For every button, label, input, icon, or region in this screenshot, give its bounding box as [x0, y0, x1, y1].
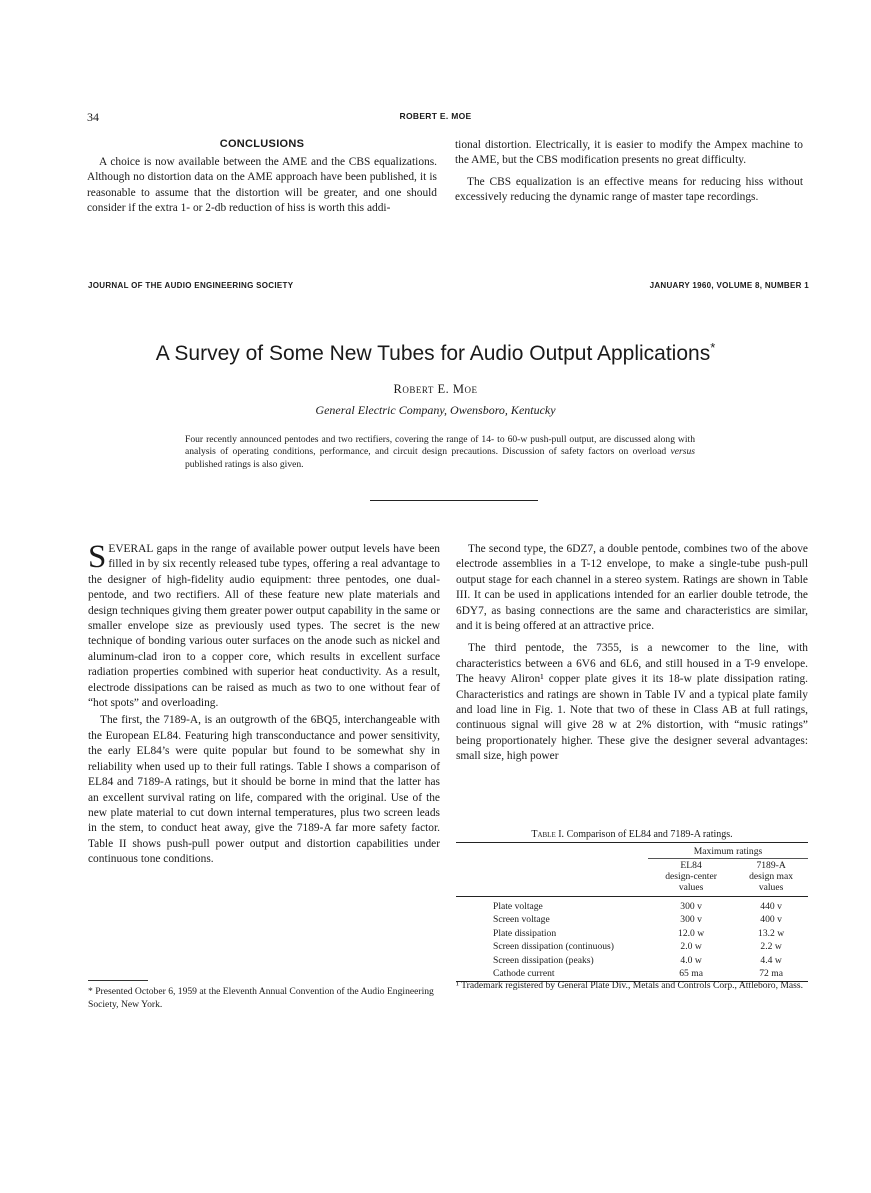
drop-cap: S [88, 539, 107, 575]
conclusions-paragraph: A choice is now available between the AME and the CBS equalizations. Although no distortion data on the AME approach have been published, it is reasonable to assume that the distortion will be greater, and one should consider if the extra 1- or 2-db reduction of hiss is worth this addi- [87, 156, 437, 215]
table-row [456, 954, 808, 967]
article-title [0, 340, 871, 366]
conclusions-heading: CONCLUSIONS [219, 138, 305, 150]
body-paragraph [88, 539, 440, 711]
footnote-presented: * Presented October 6, 1959 at the Eleventh Annual Convention of the Audio Engineering Society, New York. [88, 986, 434, 1010]
header-line: design-center [665, 871, 717, 882]
title-footnote-mark: * [710, 340, 716, 355]
cell-el84: 300 v [680, 914, 702, 926]
header-line: EL84 [680, 860, 702, 871]
table-1 [456, 829, 808, 982]
conclusions-paragraph: The CBS equalization is an effective means for reducing hiss without excessively reducing the dynamic range of master tape recordings. [455, 175, 803, 204]
header-line: values [678, 882, 704, 893]
cell-el84: 2.0 w [680, 941, 702, 953]
body-paragraph: The third pentode, the 7355, is a newcomer to the line, with characteristics between a 6V6 and 6L6, and still housed in a T-9 envelope. The heavy Aliron¹ copper plate gives it its 18-w plate dissipation rating. Characteristics and ratings are shown in Table IV and a typical plate family and load line in Fig. 1. Note that two of these in Class AB at full ratings, continuous signal will give 28 w at 2% distortion, with “music ratings” being proportionately higher. These give the designer several advantages: small size, high power [456, 642, 808, 763]
table-column-header-el84 [648, 859, 734, 897]
article-title-text: A Survey of Some New Tubes for Audio Output Applications [155, 342, 711, 365]
page-number: 34 [87, 110, 99, 124]
article-author: Robert E. Moe [393, 382, 478, 396]
cell-7189a: 13.2 w [758, 927, 785, 939]
cell-el84: 12.0 w [678, 927, 705, 939]
abstract-italic: versus [670, 446, 695, 458]
cell-el84: 4.0 w [680, 954, 702, 966]
header-line: 7189-A [756, 860, 786, 871]
table-caption [456, 829, 808, 840]
abstract-text: Four recently announced pentodes and two rectifiers, covering the range of 14- to 60-w push-pull output, are discussed along with analysis of operating conditions, performance, and circuit design precautions. Discussion of safety factors on overload [185, 434, 695, 458]
body-paragraph-text: EVERAL gaps in the range of available power output levels have been filled in by six recently released tube types, offering a real advantage to the designer of high-fidelity audio equipment: three pentodes, one dual-pentode, and two rectifiers. All of these feature new plate materials and design techniques giving them greater power output capability in the same or smaller envelope size as previously used types. The secret is the new technique of bonding various outer surfaces on the anode such as nickel and aluminum-clad iron to a copper core, which results in excellent surface radiation properties combined with superior heat conductivity. As a result, electrode dissipations can be raised as much as two to one without fear of “hot spots” and overloading. [88, 543, 440, 710]
header-line: values [758, 882, 784, 893]
conclusions-paragraph: tional distortion. Electrically, it is easier to modify the Ampex machine to the AME, but the CBS modification presents no great difficulty. [455, 139, 803, 167]
row-label: Screen dissipation (continuous) [493, 941, 614, 953]
footnote-trademark: ¹ Trademark registered by General Plate Div., Metals and Controls Corp., Attleboro, Mass. [456, 980, 804, 991]
table-caption-label: Table I. [531, 829, 565, 840]
cell-7189a: 440 v [760, 901, 782, 912]
row-label: Screen dissipation (peaks) [493, 954, 594, 966]
conclusions-section [87, 138, 437, 217]
row-label: Cathode current [456, 967, 648, 982]
article-abstract [185, 434, 695, 471]
cell-7189a: 400 v [760, 914, 782, 926]
row-label: Plate voltage [493, 901, 543, 912]
header-line: design max [749, 871, 794, 882]
table-group-header: Maximum ratings [648, 843, 808, 859]
table-column-header-7189a [734, 859, 808, 897]
table-row [456, 913, 808, 926]
conclusions-continued [455, 138, 803, 206]
journal-issue: JANUARY 1960, VOLUME 8, NUMBER 1 [649, 281, 809, 290]
cell-el84: 65 ma [648, 967, 734, 982]
abstract-text-end: published ratings is also given. [185, 458, 304, 470]
cell-7189a: 2.2 w [760, 941, 782, 953]
table-caption-text: Comparison of EL84 and 7189-A ratings. [566, 829, 733, 840]
cell-7189a: 72 ma [734, 967, 808, 982]
footnote-rule [88, 980, 148, 981]
row-label: Plate dissipation [493, 927, 557, 939]
table-row [456, 897, 808, 914]
table-row [456, 940, 808, 953]
row-label: Screen voltage [493, 914, 550, 926]
cell-el84: 300 v [680, 901, 702, 912]
article-affiliation: General Electric Company, Owensboro, Kentucky [315, 403, 556, 417]
separator-rule [370, 500, 538, 501]
ratings-table [456, 842, 808, 982]
body-column-left [88, 539, 440, 868]
journal-name: JOURNAL OF THE AUDIO ENGINEERING SOCIETY [88, 281, 294, 290]
running-head: ROBERT E. MOE [399, 111, 472, 121]
body-column-right [456, 542, 808, 765]
body-paragraph: The second type, the 6DZ7, a double pentode, combines two of the above electrode assemblies in a T-12 envelope, to make a single-tube push-pull output stage for each channel in a stereo system. Ratings are shown in Table III. It can be used in applications intended for an earlier double tetrode, the 6DY7, as basing connections are the same and characteristics are similar, and it is being offered at an attractive price. [456, 543, 808, 633]
cell-7189a: 4.4 w [760, 954, 782, 966]
body-paragraph: The first, the 7189-A, is an outgrowth of the 6BQ5, interchangeable with the European EL84. Featuring high transconductance and power sensitivity, the early EL84’s were quite popular but found to be somewhat shy in reliability when used up to their full ratings. Table I shows a comparison of EL84 and 7189-A ratings, but it should be borne in mind that the latter has an excellent survival rating on life, compared with the original. Use of the new plate material to cut down internal temperatures, plus two screen leads in the stem, to conduct heat away, give the 7189-A far more safety factor. Table II shows push-pull power output and distortion capabilities under continuous tone conditions. [88, 714, 440, 866]
table-row [456, 927, 808, 940]
